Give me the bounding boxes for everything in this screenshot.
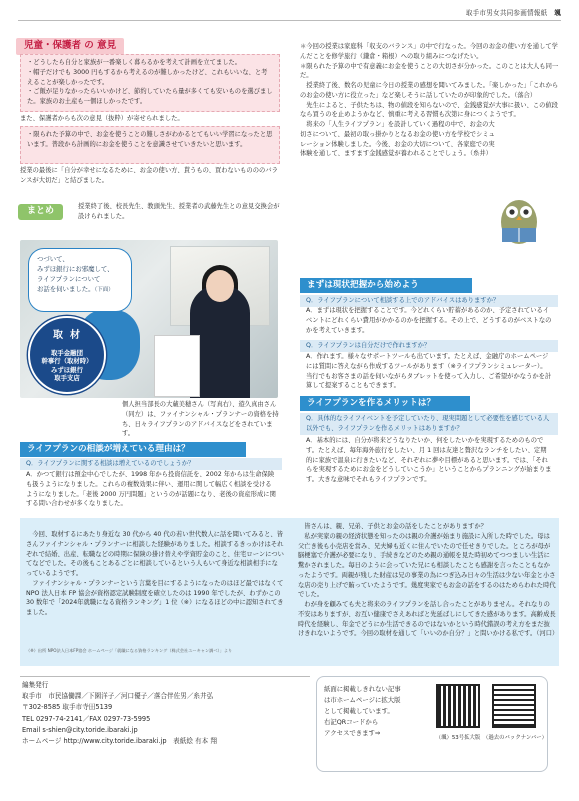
right-top-text bbox=[300, 42, 560, 159]
merit-question: Q．具体的なライフイベントを予定していたり、現実問題として必要性を感じている人以外でも、ライフプランを作るメリットはありますか？ bbox=[300, 413, 558, 435]
qr1-caption: （颯）53号拡大版 bbox=[435, 735, 481, 741]
grasp-question-2: Q．ライフプランは自分だけで作れますか？ bbox=[300, 340, 558, 352]
matome-label: まとめ bbox=[18, 204, 63, 220]
footer-divider bbox=[20, 676, 310, 677]
column-left: 今回、取材するにあたり身近な 30 代から 40 代の若い世代数人に話を聞いてみると、皆さんファイナンシャル・プランナーに相談した経験がありました。相談するきっかけはそれぞれで結婚、出産、転職などの時期に保険の掛け替えや学資貯金のこと、住宅ローンについてなどでした。その後もことあるごとに相談しているという人もいて身近な相談相手になっているようです。 ファイナンシャル・プランナーという言葉を目にするようになったのはほど最ではなくて NPO 法人日本 FP 協会が資格認定試験制度を確立したのは 1990 年でしたが、わずかこの 30 数年で「2024年就職になる資格ランキング」1 位（※）になるほどの中に認知されてきました。 bbox=[26, 531, 284, 616]
bubble-line: ライフプランについて bbox=[37, 274, 101, 283]
publisher-info bbox=[22, 680, 312, 747]
header-title: 取手市男女共同参画情報紙 bbox=[465, 9, 548, 17]
why-heading: ライフプランの相談が増えている理由は？ bbox=[20, 442, 246, 457]
merit-heading: ライフプランを作るメリットは？ bbox=[300, 396, 470, 411]
publisher-line: 取手市 市民協働課／下園洋子／河口優子／落合伴佐男／糸井弘 bbox=[22, 692, 214, 701]
why-answer: A．かつて銀行は預金中心でしたが、1998 年から投資信託を、2002 年からは生命保険も扱うようになりました。これらの複数効果に伴い、運用に関して幅広く相談を受けるようになりました。「老後 2000 万円問題」というのが話題になり、老後の資産形成に関する問い合わせが多くなりました。 bbox=[26, 471, 276, 508]
newsletter-header bbox=[466, 8, 561, 18]
opinions-title: 児童・保護者 の 意見 bbox=[16, 38, 124, 55]
merit-answer: A．基本的には、自分が将来どうなりたいか、何をしたいかを実現するためのものです。たとえば、毎年海外旅行をしたい、月 1 回は友達と贅沢なランチをしたい、定期的に家族で温泉に行きたいなど、それぞれに夢や目標があると思います。では、「それらを実現するためにお金をどうしていこうか」ということからプランニングが始まります。大きな意味でそれもライフプランです。 bbox=[306, 437, 552, 483]
lesson-summary: 授業の最後に「自分が幸せになるために、お金の使い方、貰うもの、買わないものののバランスが大切だ」と結びました。 bbox=[20, 167, 278, 184]
badge-line: 取手支店 bbox=[54, 374, 80, 383]
badge-line: 幹事行（取材時） bbox=[41, 357, 93, 366]
qr-info-text bbox=[324, 684, 434, 738]
paragraph: 将来の「人生ライフプラン」を設計していく過程の中で、お金の大切さについて、最初の取っ掛かりとなるお金の使い方を学校でシミュレーション体験しました。今後、お金の大切について、各家庭での実体験を通して、ますます金銭感覚が養われることでしょう。（糸井） bbox=[300, 121, 495, 158]
qr-code-back-numbers[interactable] bbox=[492, 684, 536, 728]
qr-info-line: 右記QRコードから bbox=[324, 717, 379, 726]
child-opinion: ・どうしたら自分と家族が一番楽しく暮らるかを考えて計画を立てました。 bbox=[27, 59, 242, 66]
grasp-heading: まずは現状把握から始めよう bbox=[300, 278, 472, 293]
child-opinion: ・帽子だけでも 3000 円もするから考えるのが難しかったけど、これもいいな、と考えることが楽しかったです。 bbox=[27, 68, 268, 86]
publisher-line: 〒302-8585 取手市寺田5139 bbox=[22, 703, 113, 712]
header-divider bbox=[18, 20, 561, 21]
interview-badge bbox=[28, 316, 106, 394]
publisher-line[interactable]: Email s-shien@city.toride.ibaraki.jp bbox=[22, 725, 138, 734]
column-right: 皆さんは、親、兄弟、子供とお金の話をしたことがありますか？ 私が実家の親の経済状態を知ったのは親の介護が始まり施設に入所した時でした。母は父亡き後も小売店を営み、兄夫婦も近くに住んでいたので任せきりでした。ところが母が脳梗塞で介護が必要になり、手続きなどのため親の通帳を見た時初めてつつましい生活に驚かされました。毎日のように会っていた兄にも相談したことも感謝を言ったこともなかったようです。両親が残した財産は兄の事業の為につぎ込み日々の生活は少ない年金と小さな店の売り上げで賄っていたようです。幾度実家でもお金の話をするのはためらわれた時代でした。 わが身を顧みても夫と将来のライフプランを話し合ったことがありません。それなりの不安はありますが、お互い健康でさえあればと先延ばしにしてきた感があります。高齢成長時代を経験し、年金でどうにか生活できるのではないかという時代錯誤の考え方をまだ抜けきれないようです。今回の取材を通して「いいのか自分？」と問いかける私です。（河口） bbox=[298, 523, 559, 638]
paragraph: ＊限られた予算の中で有意義にお金を使うことの大切さが分かった。このことは大人も同一だ。 bbox=[300, 62, 559, 80]
paragraph: ＊今回の授業は家庭科「収支のバランス」の中で行なった。今回のお金の使い方を通して学んだことを修学旅行（鎌倉・箱根）への取り組みにつなげたい。 bbox=[300, 43, 558, 60]
intro-speech-bubble bbox=[28, 248, 132, 312]
publisher-label: 編集発行 bbox=[22, 681, 49, 689]
qr2-caption: （過去のバックナンバー） bbox=[482, 735, 548, 741]
badge-line: みずほ銀行 bbox=[51, 365, 83, 374]
parent-intro: また、保護者からも次の意見（抜粋）が寄せられました。 bbox=[20, 115, 184, 122]
photo-caption: 個人担当部長の大蔵美穂さん（写真右）、遊久真由さん（同左）は、ファイナンシャル・プランナーの資格を持ち、日々ライフプランのアドバイスなどをされています。 bbox=[122, 401, 279, 438]
grasp-answer-1: A．まずは現状を把握することです。今どれくらい貯蓄があるのか、予定されているイベントにどれくらい費用がかかるのかを把握する。その上で、どうするのがベストなのかを考えていきます。 bbox=[306, 307, 552, 334]
column-left-note: （※）出所 NPO法人日本FP協会 ホームページ「就職になる資格ランキング（株式会社ユーキャン調べ）」より bbox=[26, 648, 233, 653]
grasp-question-1: Q．ライフプランについて相談する上でのアドバイスはありますか？ bbox=[300, 295, 558, 307]
why-question: Q．ライフプランに関する相談は増えているのでしょうか？ bbox=[20, 458, 282, 470]
paragraph: 授業終了後、数名の児童に今日の授業の感想を聞いてみました。「楽しかった」「これからのお金の使い方に役立った」など楽しそうに話していたのが印象的でした。（落合） bbox=[300, 82, 559, 99]
badge-title: 取材 bbox=[53, 330, 87, 341]
bubble-line: お話を伺いました。 bbox=[37, 284, 95, 293]
paragraph: 先生によると、子供たちは、物の値段を知らないので、金銭感覚が大事に扱い、この値段なら買うのを止めようかなど、慎重に考える習慣も次第に身につくようです。 bbox=[300, 101, 559, 119]
parent-opinions-box bbox=[20, 126, 280, 164]
photo-brochure bbox=[154, 335, 200, 397]
child-opinion: ・ご飯が足りなかったらいいかけど、節約していたら量が多くても安いものを選びました。家族のお土産も一個ほしかったです。 bbox=[27, 88, 273, 105]
grasp-answer-2: A．作れます。様々なサポートツールも出ています。たとえば、金融庁のホームページには質問に答えながら作成するツールがあります（※ライフプランシミュレーター）。当行でもお客さまの話を伺いながらタブレットを使って入力し、ご希望がかなうかを計算して提案することもできます。 bbox=[306, 353, 552, 390]
qr-info-line: 紙面に掲載しきれない記事 bbox=[324, 685, 401, 693]
publisher-line[interactable]: ホームページ http://www.city.toride.ibaraki.jp 表紙絵 有本 翔 bbox=[22, 737, 217, 746]
qr-code-extended-issue[interactable] bbox=[436, 684, 480, 728]
matome-text: 授業終了後、校長先生、教頭先生、授業者の武藤先生との意見交換会が設けられました。 bbox=[78, 203, 280, 220]
owl-reading-illustration bbox=[492, 188, 546, 248]
qr-info-line: として掲載しています。 bbox=[324, 706, 394, 715]
child-opinions-box bbox=[20, 54, 280, 112]
badge-line: 取手金融団 bbox=[51, 348, 83, 357]
photo-person-face bbox=[206, 270, 234, 302]
bubble-line: つづいて、 bbox=[37, 255, 69, 263]
qr-info-line: アクセスできます⇒ bbox=[324, 728, 381, 737]
bubble-line: みずほ銀行にお邪魔して、 bbox=[37, 264, 114, 273]
parent-opinion: ・限られた予算の中で、お金を使うことの難しさがわかるとてもいい学習になったと思います。普段から計画的にお金を使うことを意識させていきたいと思います。 bbox=[27, 131, 273, 148]
publisher-line: TEL 0297-74-2141／FAX 0297-73-5995 bbox=[22, 714, 151, 723]
bubble-note: （下面） bbox=[94, 286, 114, 293]
qr-info-line: は市ホームページに拡大版 bbox=[324, 695, 401, 704]
header-name: 颯 bbox=[554, 9, 561, 17]
